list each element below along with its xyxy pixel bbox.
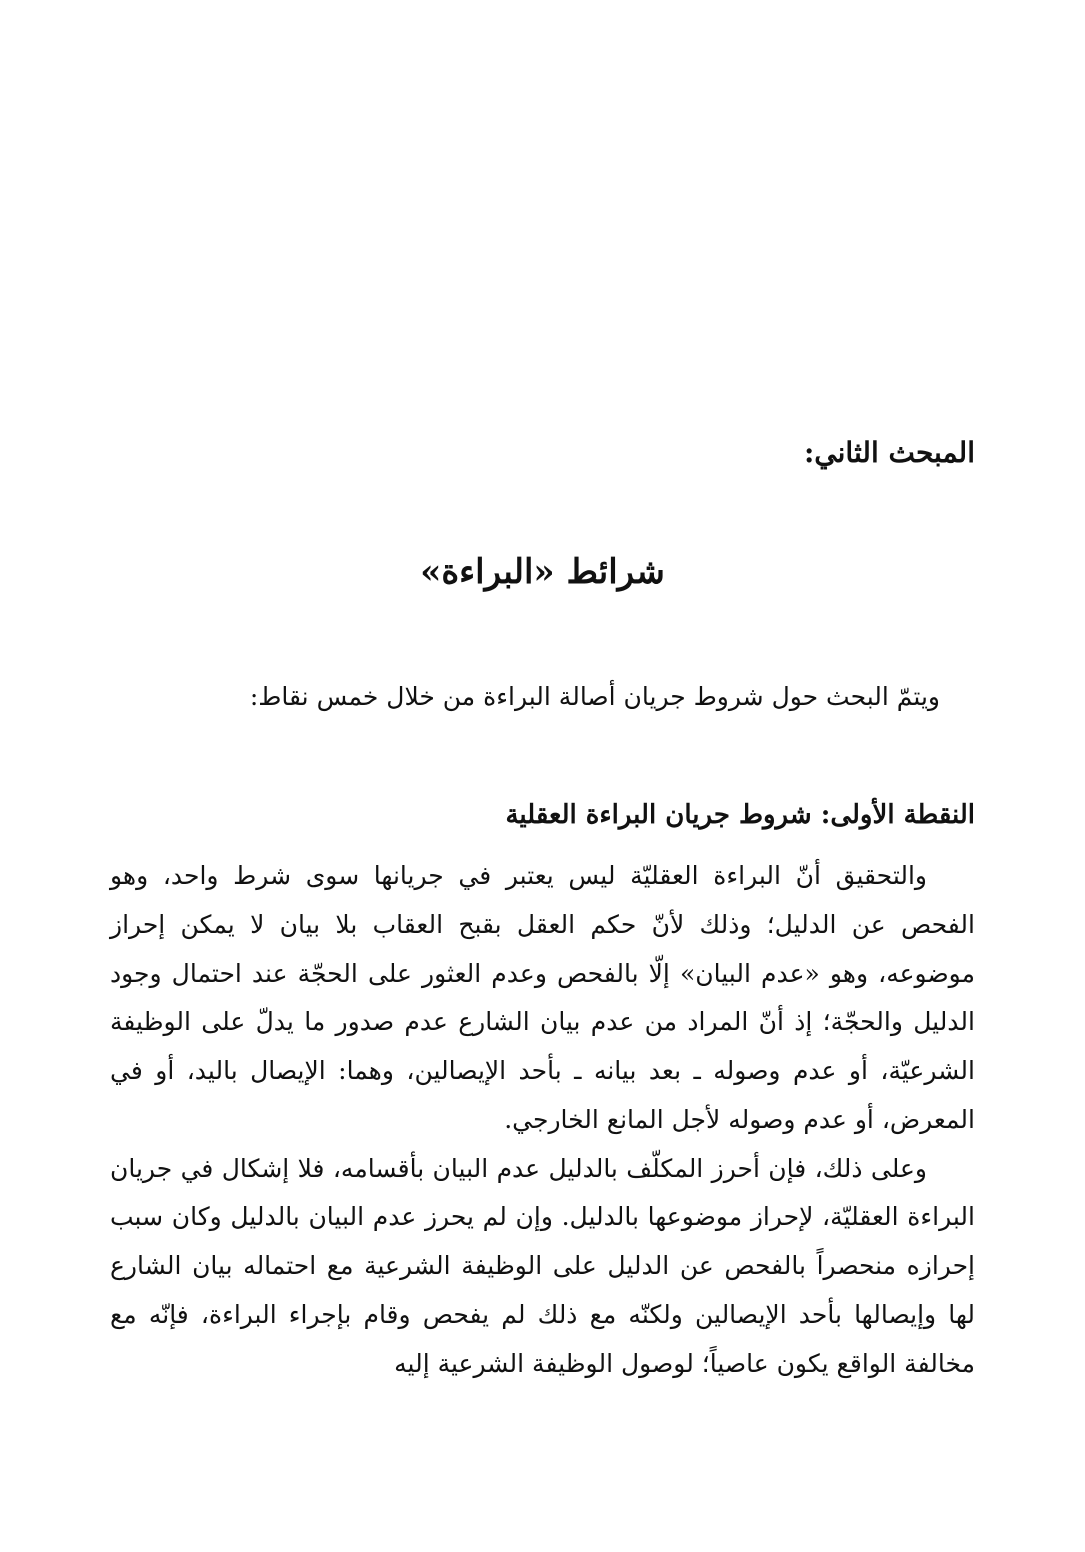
body-text [110,852,975,1388]
intro-paragraph: ويتمّ البحث حول شروط جريان أصالة البراءة من خلال خمس نقاط: [249,682,940,711]
body-paragraph: وعلى ذلك، فإن أحرز المكلّف بالدليل عدم البيان بأقسامه، فلا إشكال في جريان البراءة العقليّة، لإحراز موضوعها بالدليل. وإن لم يحرز عدم البيان بالدليل وكان سبب إحرازه منحصراً بالفحص عن الدليل على الوظيفة الشرعية مع احتماله بيان الشارع لها وإيصالها بأحد الإيصالين ولكنّه مع ذلك لم يفحص وقام بإجراء البراءة، فإنّه مع مخالفة الواقع يكون عاصياً؛ لوصول الوظيفة الشرعية إليه [110,1153,975,1378]
body-paragraph: والتحقيق أنّ البراءة العقليّة ليس يعتبر في جريانها سوى شرط واحد، وهو الفحص عن الدليل؛ وذلك لأنّ حكم العقل بقبح العقاب بلا بيان لا يمكن إحراز موضوعه، وهو «عدم البيان» إلّا بالفحص وعدم العثور على الحجّة عند احتمال وجود الدليل والحجّة؛ إذ أنّ المراد من عدم بيان الشارع عدم صدور ما يدلّ على الوظيفة الشرعيّة، أو عدم وصوله ـ بعد بيانه ـ بأحد الإيصالين، وهما: الإيصال باليد، أو في المعرض، أو عدم وصوله لأجل المانع الخارجي. [110,861,975,1134]
point-one-prefix: النقطة الأولى: [811,800,975,830]
section-label: المبحث الثاني: [803,436,975,469]
chapter-title: شرائط «البراءة» [420,552,665,592]
point-one-heading [505,800,975,830]
point-one-title: شروط جريان البراءة العقلية [505,800,812,830]
